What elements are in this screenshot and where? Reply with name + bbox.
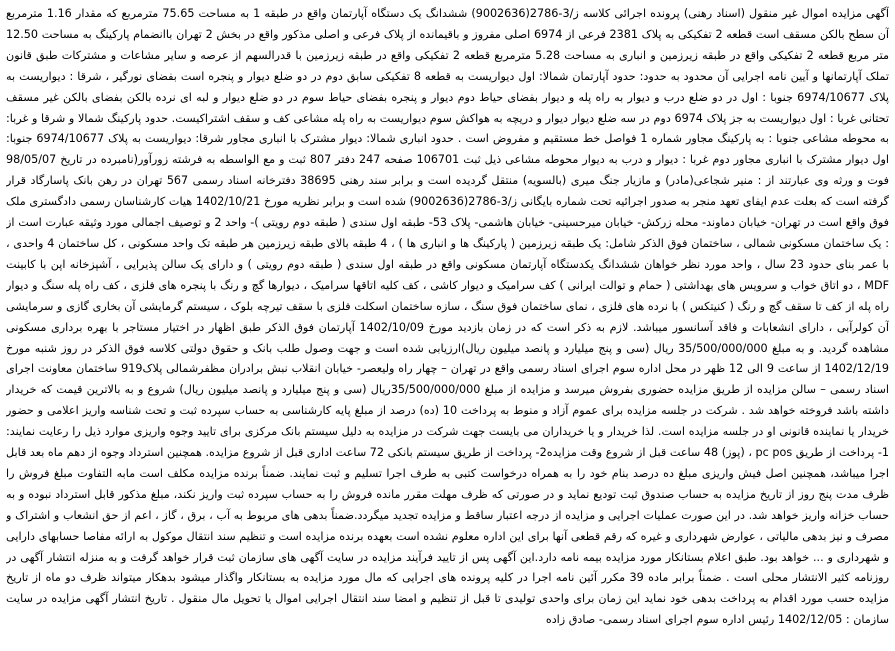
auction-notice-document [6, 4, 889, 647]
auction-notice-text: آگهی مزایده اموال غیر منقول (اسناد رهنی) پرونده اجرائی کلاسه ز/3-2786(9002636) ششدانگ یک دستگاه آپارتمان واقع در طبقه 1 به مساحت 75.65 مترمربع که مقدار 1.16 مترمربع آن سطح بالکن مسقف است قطعه 2 تفکیکی به پلاک 2381 فرعی از 6974 اصلی مفروز و باقیمانده از پلاک فرعی و اصلی مذکور واقع در بخش 2 تهران باانضمام پارکینگ به مساحت 12.50 متر مربع قطعه 2 تفکیکی واقع در طبقه زیرزمین و انباری به مساحت 5.28 مترمربع قطعه 2 تفکیکی واقع در طبقه زیرزمین با قدرالسهم از عرصه و سایر مشاعات و مشترکات طبق قانون تملک آپارتمانها و آیین نامه اجرایی آن محدود به حدود: حدود آپارتمان شمالا: اول دیواریست به قطعه 8 تفکیکی سابق دوم در دو ضلع دیوار و پنجره است بفضای نورگیر ، شرقا : دیواریست به پلاک 6974/10677 جنوبا : اول در دو ضلع درب و دیوار به راه پله و دیوار بفضای حیاط دوم دیوار و پنجره بفضای حیاط سوم در دو ضلع دیوار و لبه ای نرده بالکن بفضای بالکن غیر مسقف تحتانی غربا : اول دیواریست به جز پلاک 6974 دوم در سه ضلع دیوار دیوار و دریچه به هواکش سوم دیواریست به راه پله مشاعی کف و سقف اشتراکیست. حدود پارکینگ شمالا و شرقا و غربا: به محوطه مشاعی جنوبا : به پارکینگ مجاور شماره 1 فواصل خط مستقیم و مفروض است . حدود انباری شمالا: دیوار مشترک با انباری مجاور شرقا: دیواریست به پلاک 6974/10677 جنوبا: اول دیوار مشترک با انباری مجاور دوم غربا : دیوار و درب به دیوار محوطه مشاعی ذیل ثبت 106701 صفحه 247 دفتر 807 ثبت و مع الواسطه به فرشته زورآور(نامبرده در تاریخ 98/05/07 فوت و ورثه وی عبارتند از : منیر شجاعی(مادر) و مازیار جنگ میری (بالسویه) منتقل گردیده است و برابر سند رهنی 38695 دفترخانه اسناد رسمی 567 تهران در رهن بانک پاسارگاد قرار گرفته است که بعلت عدم ایفای تعهد منجر به صدور اجرائیه تحت شماره بایگانی ز/3-2786(9002636) شده است و برابر نظریه مورخ 1402/10/21 هیات کارشناسان رسمی دادگستری ملک فوق واقع است در تهران- خیابان دماوند- محله زرکش- خیابان میرحسینی- خیابان هاشمی- پلاک 53- طبقه اول سندی ( طبقه دوم رویتی )- واحد 2 و توصیف اجمالی مورد وثیقه عبارت است از : یک ساختمان مسکونی شمالی ، ساختمان فوق الذکر شامل: یک طبقه زیرزمین ( پارکینگ ها و انباری ها ) ، 4 طبقه بالای طبقه زیرزمین هر طبقه تک واحد مسکونی ، کل ساختمان 4 واحدی ، با عمر بنای حدود 23 سال ، واحد مورد نظر خواهان ششدانگ یکدستگاه آپارتمان مسکونی واقع در طبقه اول سندی ( طبقه دوم رویتی ) و دارای یک سالن پذیرایی ، آشپزخانه اپن با کابینت MDF ، دو اتاق خواب و سرویس های بهداشتی ( حمام و توالت ایرانی ) کف سرامیک و دیوار کاشی ، کف کلیه اتاقها سرامیک ، دیوارها گچ و رنگ با پنجره های فلزی ، کف راه پله سنگ و دیوار راه پله از کف تا سقف گچ و رنگ ( کنیتکس ) با نرده های فلزی ، نمای ساختمان فوق سنگ ، سازه ساختمان اسکلت فلزی با سقف تیرچه بلوک ، سیستم گرمایشی آن بخاری گازی و سرمایشی آن کولرآبی ، دارای انشعابات و فاقد آسانسور میباشد. لازم به ذکر است که در زمان بازدید مورخ 1402/10/09 آپارتمان فوق الذکر طبق اظهار در اختیار مستاجر با بهره برداری مسکونی مشاهده گردید. و به مبلغ 35/500/000/000 ریال (سی و پنج میلیارد و پانصد میلیون ریال)ارزیابی شده است و جهت وصول طلب بانک و حقوق دولتی کلاسه فوق الذکر در روز شنبه مورخ 1402/12/19 از ساعت 9 الی 12 ظهر در محل اداره سوم اجرای اسناد رسمی واقع در تهران – چهار راه ولیعصر- خیابان انقلاب نبش برادران مظفرشمالی پلاک919 ساختمان معاونت اجرای اسناد رسمی – سالن مزایده از طریق مزایده حضوری بفروش میرسد و مزایده از مبلغ 35/500/000/000ریال (سی و پنج میلیارد و پانصد میلیون ریال) شروع و به بالاترین قیمت که خریدار داشته باشد فروخته خواهد شد . شرکت در جلسه مزایده برای عموم آزاد و منوط به پرداخت 10 (ده) درصد از مبلغ پایه کارشناسی به حساب سپرده ثبت و تحت شناسه واریز اعلامی و حضور خریدار یا نماینده قانونی او در جلسه مزایده است. لذا خریدار و یا خریداران می بایست جهت شرکت در مزایده به دلیل سیستم بانک مرکزی برای تایید وجوه واریزی موارد ذیل را رعایت نمایند: 1- پرداخت از طریق pc pos ، (پوز) 48 ساعت قبل از شروع وقت مزایده2- پرداخت از طریق سیستم بانکی 72 ساعت اداری قبل از شروع مزایده. همچنین استرداد وجوه از دهم ماه بعد قابل اجرا میباشد، همچنین اصل فیش واریزی مبلغ ده درصد بنام خود را به همراه درخواست کتبی به طرف اجرا تسلیم و ثبت نمایند. ضمناً برنده مزایده مکلف است مابه التفاوت مبلغ فروش را ظرف مدت پنج روز از تاریخ مزایده به حساب صندوق ثبت تودیع نماید و در صورتی که ظرف مهلت مقرر مانده فروش را به حساب سپرده ثبت واریز نکند، مبلغ مذکور قابل استرداد نبوده و به حساب خزانه واریز خواهد شد. در این صورت عملیات اجرایی و مزایده از درجه اعتبار ساقط و مزایده تجدید میگردد.ضمناً بدهی های مربوط به آب ، برق ، گاز ، اعم از حق انشعاب و اشتراک و مصرف و نیز بدهی مالیاتی ، عوارض شهرداری و غیره که رقم قطعی آنها برای این اداره معلوم نشده است بعهده برنده مزایده است و تنظیم سند انتقال موکول به ارائه مفاصا حسابهای دارایی و شهرداری و ... خواهد بود. طبق اعلام بستانکار مورد مزایده بیمه نامه دارد.این آگهی پس از تایید فرآیند مزایده در سایت آگهی های سازمان ثبت قرار خواهد گرفت و به منزله انتشار آگهی در روزنامه کثیر الانتشار محلی است . ضمناً برابر ماده 39 مکرر آئین نامه اجرا در کلیه پرونده های اجرایی که مال مورد مزایده به بستانکار واگذار میشود بدهکار میتواند ظرف دو ماه از تاریخ مزایده حسب مورد اقدام به پرداخت بدهی خود نماید این زمان برای واحدی تولیدی تا قبل از تنظیم و امضا سند انتقال اجرایی اموال یا تحویل مال منقول . تاریخ انتشار آگهی مزایده در سایت سازمان : 1402/12/05 رئیس اداره سوم اجرای اسناد رسمی- صادق زاده [6, 7, 889, 627]
